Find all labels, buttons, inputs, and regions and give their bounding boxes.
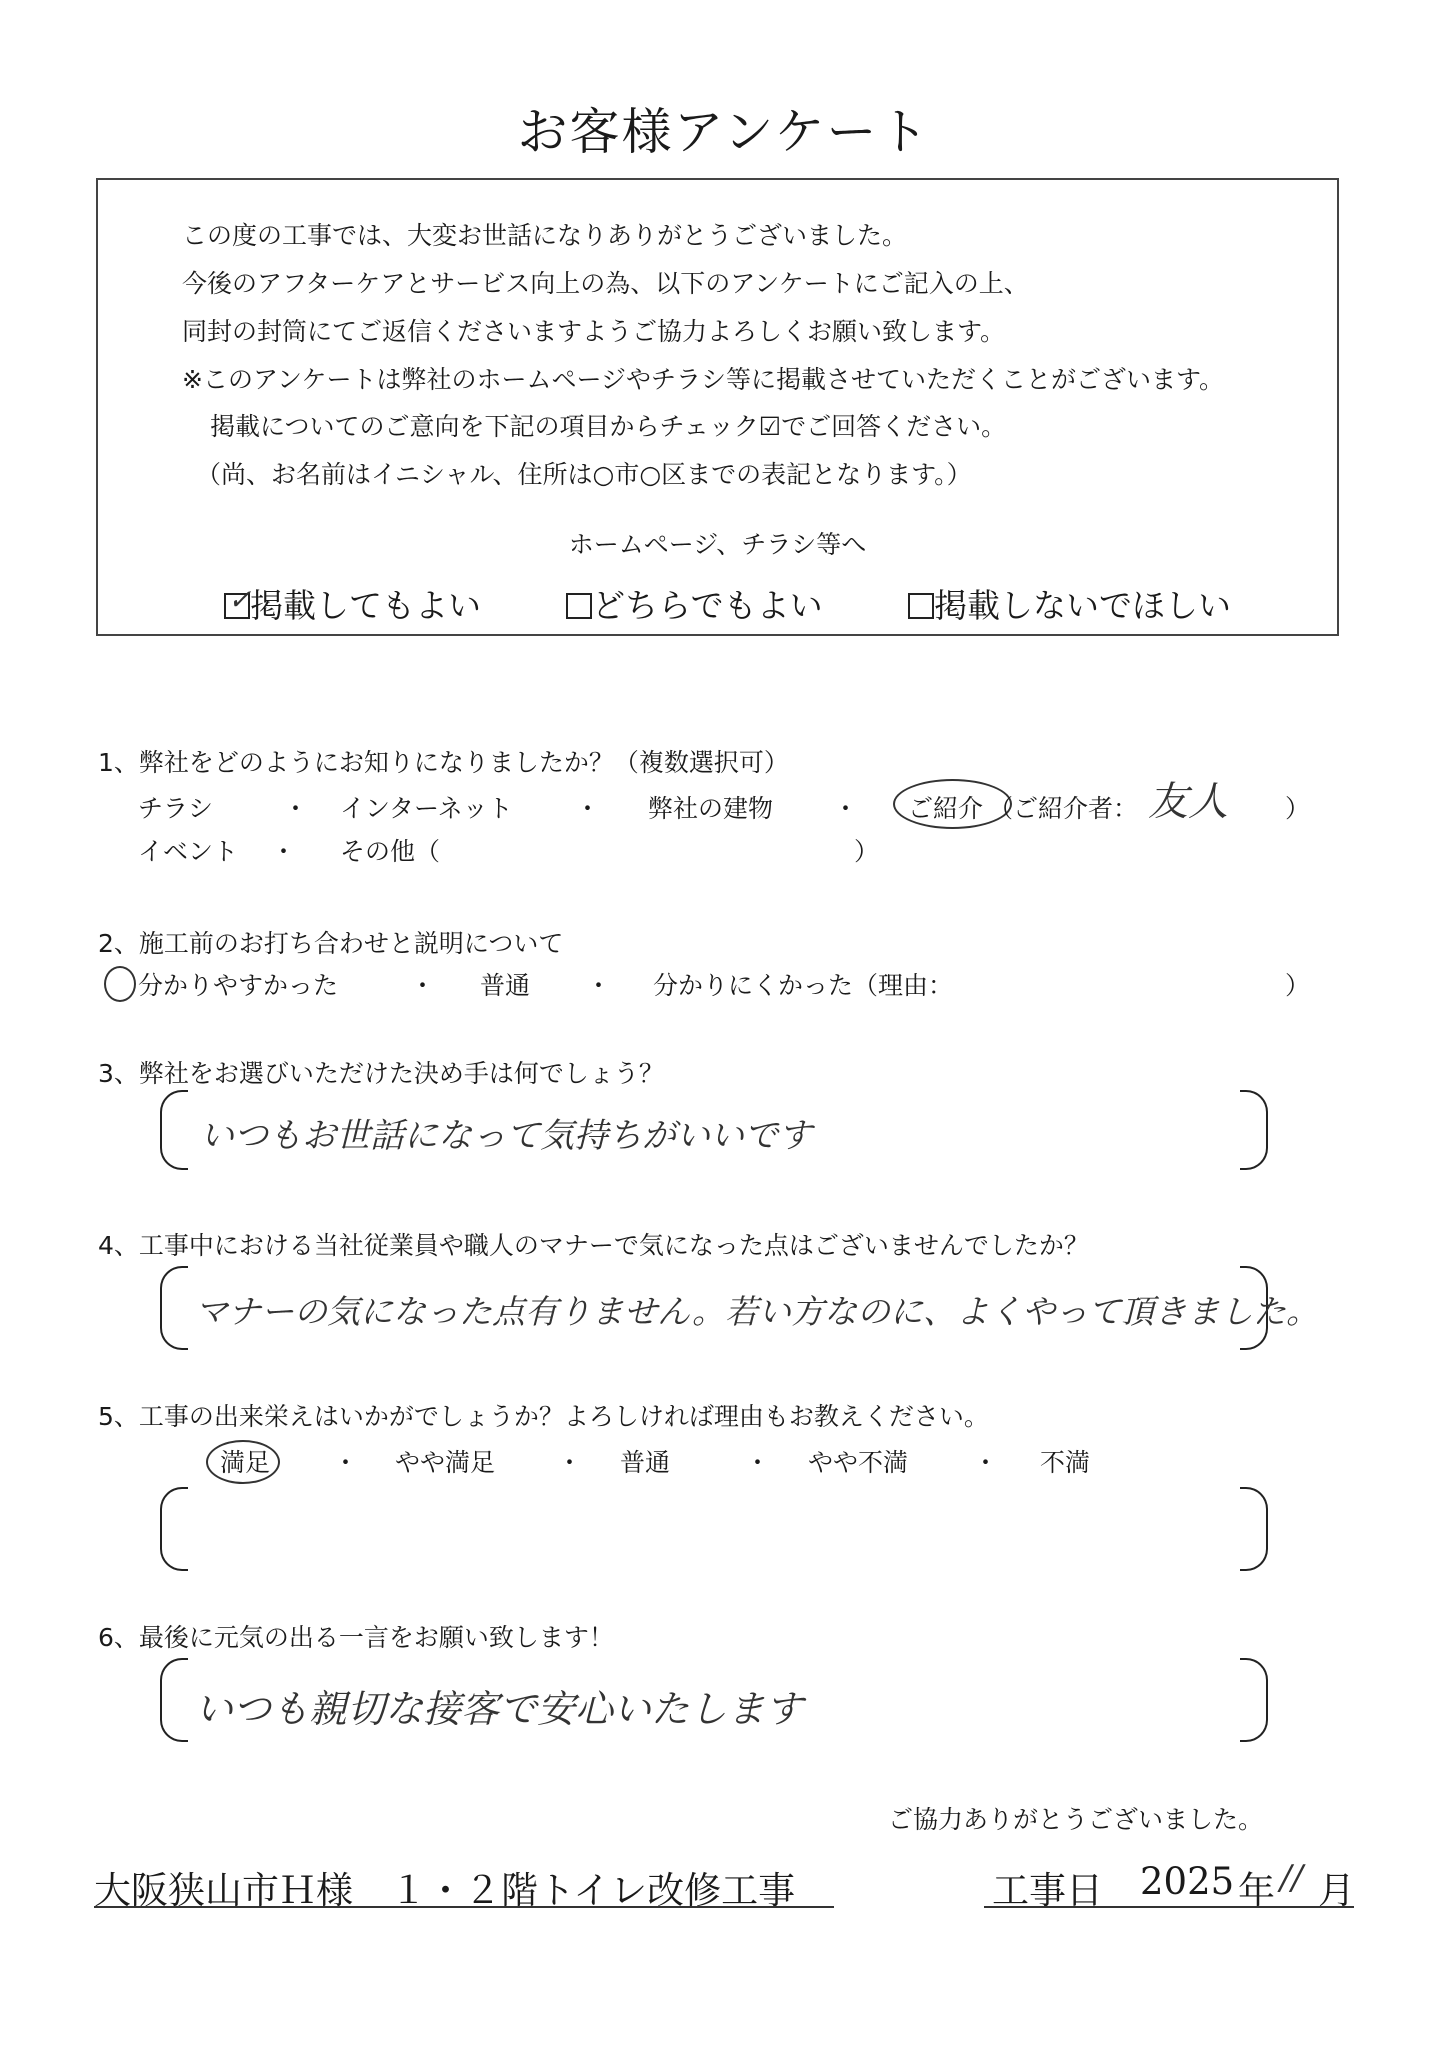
option-either[interactable]: どちらでもよい [566,580,823,627]
separator-dot: ・ [833,794,859,823]
date-year-unit: 年 [1238,1869,1275,1912]
option-publish-ok[interactable]: ✓ 掲載してもよい [224,580,481,627]
answer-4[interactable]: マナーの気になった点有りません。若い方なのに、よくやって頂きました。 [195,1292,1319,1331]
separator-dot: ・ [410,971,436,1000]
answer-3[interactable]: いつもお世話になって気持ちがいいです [200,1116,812,1156]
choice-normal[interactable]: 普通 [480,971,531,1000]
choice-normal[interactable]: 普通 [620,1448,671,1477]
thanks-message: ご協力ありがとうございました。 [888,1805,1264,1834]
date-month-value[interactable]: // [1280,1858,1303,1898]
introducer-label: （ご紹介者： [988,794,1139,823]
close-paren: ） [1285,794,1311,823]
notice-line: この度の工事では、大変お世話になりありがとうございました。 [182,221,908,250]
choice-event[interactable]: イベント [138,837,239,866]
choice-somewhat-satisfied[interactable]: やや満足 [395,1448,496,1477]
answer-bracket-left [160,1658,188,1742]
underline [984,1906,1354,1908]
introducer-answer[interactable]: 友人 [1148,779,1228,825]
project-name: 大阪狭山市Ｈ様 １・２階トイレ改修工事 [94,1869,796,1912]
choice-internet[interactable]: インターネット [340,794,513,823]
answer-bracket-left [160,1487,188,1571]
separator-dot: ・ [271,837,297,866]
checkbox[interactable] [566,593,592,619]
notice-line: 同封の封筒にてご返信くださいますようご協力よろしくお願い致します。 [182,317,1006,346]
date-year: 2025 [1140,1860,1235,1903]
notice-line: （尚、お名前はイニシャル、住所は○市○区までの表記となります。） [196,460,972,489]
option-publish-no[interactable]: 掲載しないでほしい [908,580,1231,627]
answer-bracket-right [1240,1658,1268,1742]
answer-bracket-left [160,1266,188,1350]
date-label: 工事日 [992,1869,1103,1912]
choice-referral[interactable]: ご紹介 [908,794,984,823]
question-4: 4、工事中における当社従業員や職人のマナーで気になった点はございませんでしたか？ [98,1231,1089,1260]
selected-circle-mark [104,966,136,1002]
separator-dot: ・ [283,794,309,823]
close-paren: ） [1285,971,1311,1000]
checkbox[interactable] [908,593,934,619]
homepage-label: ホームページ、チラシ等へ [568,530,867,559]
answer-bracket-right [1240,1090,1268,1170]
question-1: 1、弊社をどのようにお知りになりましたか？（複数選択可） [98,748,789,777]
choice-easy[interactable]: 分かりやすかった [138,971,339,1000]
notice-box [96,178,1339,636]
check-mark-icon: ✓ [228,583,252,616]
question-6: 6、最後に元気の出る一言をお願い致します！ [98,1623,614,1652]
choice-satisfied[interactable]: 満足 [220,1448,271,1477]
choice-hard[interactable]: 分かりにくかった（理由： [653,971,954,1000]
question-2: 2、施工前のお打ち合わせと説明について [98,929,564,958]
question-3: 3、弊社をお選びいただけた決め手は何でしょう？ [98,1059,664,1088]
separator-dot: ・ [557,1448,583,1477]
choice-building[interactable]: 弊社の建物 [648,794,774,823]
close-paren: ） [854,837,880,866]
underline [94,1906,834,1908]
answer-bracket-left [160,1090,188,1170]
choice-unsatisfied[interactable]: 不満 [1040,1448,1091,1477]
notice-line: ※このアンケートは弊社のホームページやチラシ等に掲載させていただくことがございます。 [182,365,1224,394]
choice-flyer[interactable]: チラシ [138,794,214,823]
notice-line: 今後のアフターケアとサービス向上の為、以下のアンケートにご記入の上、 [182,269,1029,298]
separator-dot: ・ [973,1448,999,1477]
question-5: 5、工事の出来栄えはいかがでしょうか？よろしければ理由もお教えください。 [98,1402,989,1431]
separator-dot: ・ [586,971,612,1000]
checkbox-checked[interactable] [224,583,252,619]
choice-other[interactable]: その他（ [340,837,441,866]
separator-dot: ・ [745,1448,771,1477]
separator-dot: ・ [333,1448,359,1477]
separator-dot: ・ [575,794,601,823]
date-month-unit: 月 [1318,1869,1355,1912]
choice-somewhat-unsatisfied[interactable]: やや不満 [808,1448,909,1477]
answer-bracket-right [1240,1487,1268,1571]
notice-line: 掲載についてのご意向を下記の項目からチェック☑でご回答ください。 [210,412,1007,441]
answer-6[interactable]: いつも親切な接客で安心いたします [195,1687,804,1731]
page-title: お客様アンケート [517,103,931,161]
